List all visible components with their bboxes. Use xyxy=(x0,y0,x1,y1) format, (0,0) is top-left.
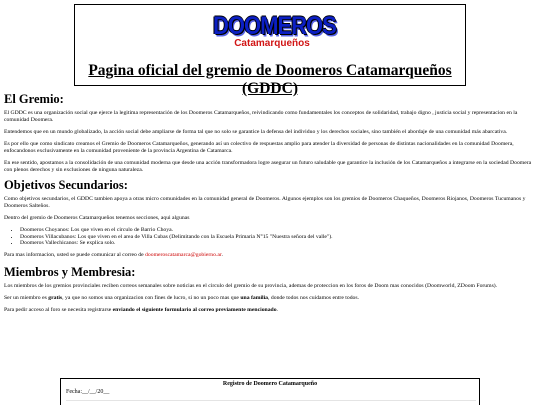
gremio-paragraph-3: Es por ello que como sindicato creamos el Gremio de Doomeros Catamarqueños, generando así un colectivo de respuestas amplio para atender la diversidad de personas de distintas nacionalidades en la comunidad Doomera, enfocandonos exclusivamente en la comunidad proveniente de la provincia Argentina de Catamarca. xyxy=(4,141,514,154)
registration-form xyxy=(60,378,480,405)
logo-text: DOOMEROS xyxy=(213,11,336,40)
logo-subtext: Catamarqueños xyxy=(234,38,310,49)
list-item: • Doomeros Vallechicanos: Se explica solo. xyxy=(20,240,536,247)
text: . xyxy=(276,306,278,313)
emphasis-gratis: gratis xyxy=(48,294,63,301)
doomeros-logo xyxy=(213,11,336,55)
form-date-field[interactable]: Fecha:__/__/20__ xyxy=(66,389,110,395)
emphasis-formulario: enviando el siguiente formulario al correo previamente mencionado xyxy=(112,306,277,313)
miembros-heading: Miembros y Membresia: xyxy=(4,264,136,279)
gremio-paragraph-1: El GDDC es una organización social que ejerce la legitima representación de los Doomeros Catamarqueños, reivindicando como fundamentales los conceptos de solidaridad, trabajo digno , justicia social y representacion en la comunidad Doomera. xyxy=(4,110,518,123)
miembros-paragraph-3 xyxy=(4,307,536,314)
text: Para pedir acceso al foro se necesita registrarse xyxy=(4,306,113,313)
contact-email-link[interactable]: doomeroscatamarca@gobierno.ar xyxy=(145,251,222,258)
main-content xyxy=(4,92,536,314)
gremio-paragraph-2: Entendemos que en un mundo globalizado, la acción social debe ampliarse de forma tal que no solo se garantice la defensa del individuo y los derechos sociales, sino también el abordaje de una comunidad más abarcativa. xyxy=(4,129,508,135)
text: , donde todos nos cuidamos entre todos. xyxy=(268,294,360,301)
contact-paragraph xyxy=(4,252,536,259)
list-item: • Doomeros Villacubanos: Los que viven en el area de Villa Cubas (Delimitando con la Escuela Primaria N°15 "Nuestra señora del valle"). xyxy=(20,234,536,241)
sections-list xyxy=(4,227,536,247)
text: Ser un miembro es xyxy=(4,294,49,301)
text: , ya que no somos una organizacion con fines de lucro, si no un poco mas que xyxy=(62,294,241,301)
objetivos-heading: Objetivos Secundarios: xyxy=(4,178,128,192)
contact-text: Para mas informacion, usted se puede comunicar al correo de xyxy=(4,251,146,258)
gremio-heading: El Gremio: xyxy=(4,92,64,106)
emphasis-familia: una familia xyxy=(240,294,269,301)
list-item: • Doomeros Choyanos: Los que viven en el circulo de Barrio Choya. xyxy=(20,227,536,234)
page-title: Pagina oficial del gremio de Doomeros Catamarqueños (GDDC) xyxy=(88,62,452,97)
miembros-paragraph-2 xyxy=(4,295,536,302)
objetivos-intro: Como objetivos secundarios, el GDDC tambien apoya a otras micro comunidades en la comunidad general de Doomeros. Algunos ejemplos son los gremios de Doomeros Chaqueños, Doomeros Riojanos, Doomeros Tucumanos y Doomeros Salteños. xyxy=(4,196,526,209)
form-divider xyxy=(66,400,476,405)
gremio-paragraph-4: En ese sentido, apostamos a la consolidación de una comunidad moderna que desde una acción transformadora logre asegurar un futuro saludable que garantice la inclusión de los Catamarqueños a integrarse en la sociedad Doomera con plenos derechos y sin exclusiones de ninguna naturaleza. xyxy=(4,160,532,173)
header-banner xyxy=(74,4,466,97)
sections-intro: Dentro del gremio de Doomeros Catamarqueños tenemos secciones, aqui algunas xyxy=(4,215,190,221)
form-title: Registro de Doomero Catamarqueño xyxy=(222,381,318,387)
miembros-paragraph-1: Los miembros de los gremios provinciales reciben correos semanales sobre noticias en el circulo del gremio de su provincia, ademas de proteccion en los foros de Doom mas conocidos (Doomworld, ZDoom Forums). xyxy=(4,282,498,289)
contact-end: . xyxy=(221,251,223,258)
